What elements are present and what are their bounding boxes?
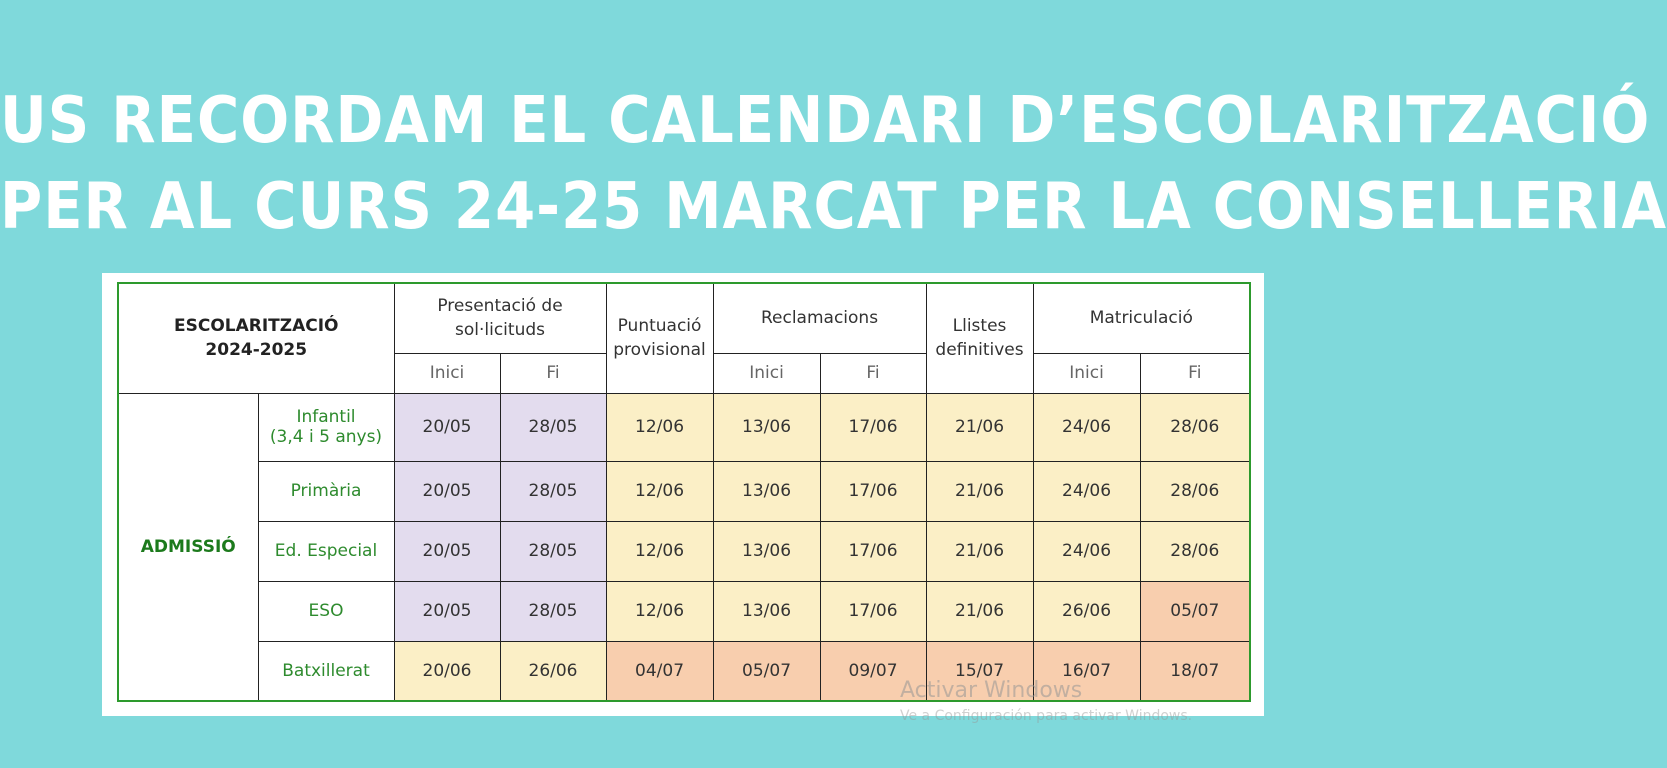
- table-row: [118, 581, 1250, 641]
- date-cell: 12/06: [606, 521, 713, 581]
- date-cell: 18/07: [1140, 641, 1250, 701]
- row-label: [258, 641, 394, 701]
- headline: [0, 78, 1667, 250]
- date-cell: 24/06: [1033, 521, 1140, 581]
- row-label-line-2: (3,4 i 5 anys): [269, 427, 383, 447]
- header-reclamacions: [713, 283, 926, 353]
- header-puntuacio: [606, 283, 713, 393]
- date-cell: 24/06: [1033, 461, 1140, 521]
- row-label: [258, 521, 394, 581]
- date-cell: 16/07: [1033, 641, 1140, 701]
- date-cell: 17/06: [820, 393, 926, 461]
- date-cell: 20/05: [394, 521, 500, 581]
- subheader-inici: Inici: [394, 353, 500, 393]
- row-label: [258, 393, 394, 461]
- date-cell: 15/07: [926, 641, 1033, 701]
- date-cell: 20/05: [394, 581, 500, 641]
- subheader-fi: Fi: [1140, 353, 1250, 393]
- date-cell: 28/06: [1140, 521, 1250, 581]
- date-cell: 04/07: [606, 641, 713, 701]
- header-puntuacio-line-1: Puntuació: [617, 316, 702, 337]
- subheader-inici: Inici: [713, 353, 820, 393]
- calendar-table: [117, 282, 1251, 702]
- header-presentacio-line-1: Presentació de: [437, 296, 563, 317]
- date-cell: 09/07: [820, 641, 926, 701]
- date-cell: 26/06: [500, 641, 606, 701]
- date-cell: 17/06: [820, 521, 926, 581]
- date-cell: 24/06: [1033, 393, 1140, 461]
- date-cell: 28/05: [500, 521, 606, 581]
- subheader-fi: Fi: [820, 353, 926, 393]
- date-cell: 05/07: [713, 641, 820, 701]
- header-matriculacio-label: Matriculació: [1089, 308, 1193, 329]
- calendar-panel: [102, 273, 1264, 724]
- row-label-line-1: Infantil: [296, 407, 356, 427]
- date-cell: 17/06: [820, 581, 926, 641]
- table-title-line-1: ESCOLARITZACIÓ: [173, 316, 339, 337]
- date-cell: 21/06: [926, 393, 1033, 461]
- header-llistes-line-1: Llistes: [952, 316, 1007, 337]
- table-title: [118, 283, 394, 393]
- row-label: [258, 581, 394, 641]
- date-cell: 20/05: [394, 461, 500, 521]
- date-cell: 13/06: [713, 461, 820, 521]
- date-cell: 26/06: [1033, 581, 1140, 641]
- headline-line-2: PER AL CURS 24-25 MARCAT PER LA CONSELLERIA: [0, 170, 1667, 244]
- table-body: [118, 393, 1250, 701]
- date-cell: 12/06: [606, 581, 713, 641]
- date-cell: 13/06: [713, 581, 820, 641]
- row-label-line-1: Primària: [290, 481, 362, 501]
- date-cell: 17/06: [820, 461, 926, 521]
- table-row: [118, 393, 1250, 461]
- subheader-inici: Inici: [1033, 353, 1140, 393]
- date-cell: 28/06: [1140, 393, 1250, 461]
- header-presentacio-line-2: sol·licituds: [455, 320, 545, 341]
- date-cell: 28/05: [500, 581, 606, 641]
- date-cell: 28/05: [500, 393, 606, 461]
- activate-windows-watermark: Activar Windows: [900, 678, 1083, 703]
- header-presentacio: [394, 283, 606, 353]
- date-cell: 20/05: [394, 393, 500, 461]
- date-cell: 20/06: [394, 641, 500, 701]
- date-cell: 28/06: [1140, 461, 1250, 521]
- header-matriculacio: [1033, 283, 1250, 353]
- date-cell: 28/05: [500, 461, 606, 521]
- date-cell: 12/06: [606, 393, 713, 461]
- table-title-line-2: 2024-2025: [205, 340, 308, 361]
- activate-windows-watermark-sub: Ve a Configuración para activar Windows.: [900, 708, 1193, 724]
- header-llistes: [926, 283, 1033, 393]
- table-row: [118, 521, 1250, 581]
- row-label: [258, 461, 394, 521]
- subheader-fi: Fi: [500, 353, 606, 393]
- row-label-line-1: ESO: [308, 601, 344, 621]
- date-cell: 21/06: [926, 581, 1033, 641]
- header-puntuacio-line-2: provisional: [613, 340, 706, 361]
- header-llistes-line-2: definitives: [935, 340, 1024, 361]
- headline-line-1: US RECORDAM EL CALENDARI D’ESCOLARITZACIÓ: [0, 84, 1651, 158]
- header-reclamacions-label: Reclamacions: [760, 308, 879, 329]
- section-label-admissio: ADMISSIÓ: [118, 393, 258, 701]
- row-label-line-1: Batxillerat: [282, 660, 370, 681]
- date-cell: 21/06: [926, 461, 1033, 521]
- date-cell: 13/06: [713, 393, 820, 461]
- date-cell: 21/06: [926, 521, 1033, 581]
- date-cell: 13/06: [713, 521, 820, 581]
- table-row: [118, 461, 1250, 521]
- row-label-line-1: Ed. Especial: [274, 541, 378, 561]
- date-cell: 05/07: [1140, 581, 1250, 641]
- date-cell: 12/06: [606, 461, 713, 521]
